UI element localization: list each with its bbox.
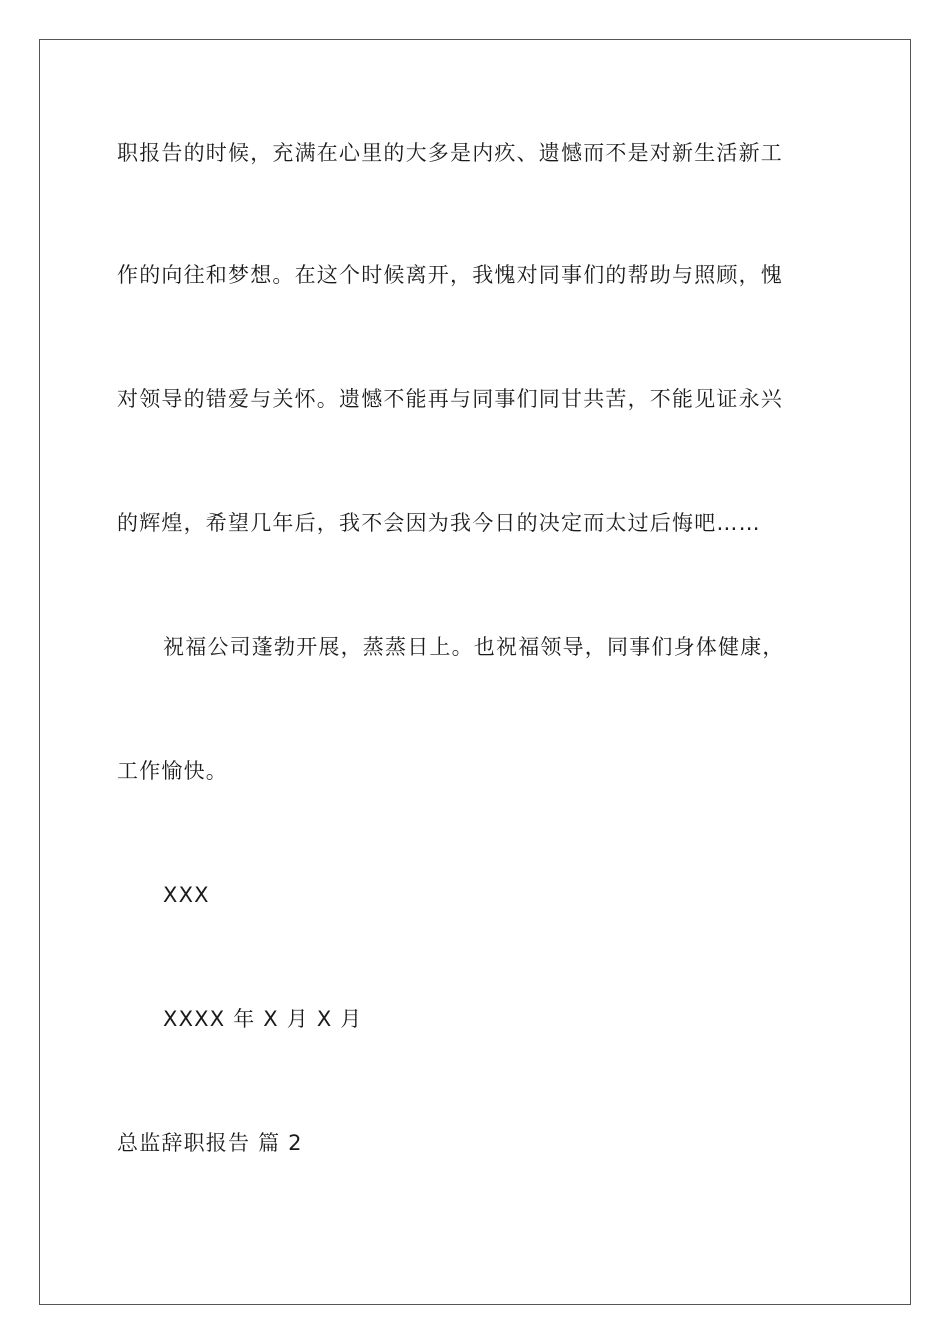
page-border	[39, 39, 911, 1305]
signature-name: XXX	[163, 883, 210, 907]
body-text-line: 的辉煌，希望几年后，我不会因为我今日的决定而太过后悔吧……	[117, 511, 761, 535]
body-text-line: 对领导的错爱与关怀。遗憾不能再与同事们同甘共苦，不能见证永兴	[117, 387, 783, 411]
closing-paragraph-line: 祝福公司蓬勃开展，蒸蒸日上。也祝福领导，同事们身体健康，	[163, 635, 785, 659]
closing-paragraph-line: 工作愉快。	[117, 759, 228, 783]
section-heading: 总监辞职报告 篇 2	[117, 1131, 303, 1155]
body-text-line: 作的向往和梦想。在这个时候离开，我愧对同事们的帮助与照顾，愧	[117, 263, 783, 287]
body-text-line: 职报告的时候，充满在心里的大多是内疚、遗憾而不是对新生活新工	[117, 141, 783, 165]
signature-date: XXXX 年 X 月 X 月	[163, 1007, 363, 1031]
